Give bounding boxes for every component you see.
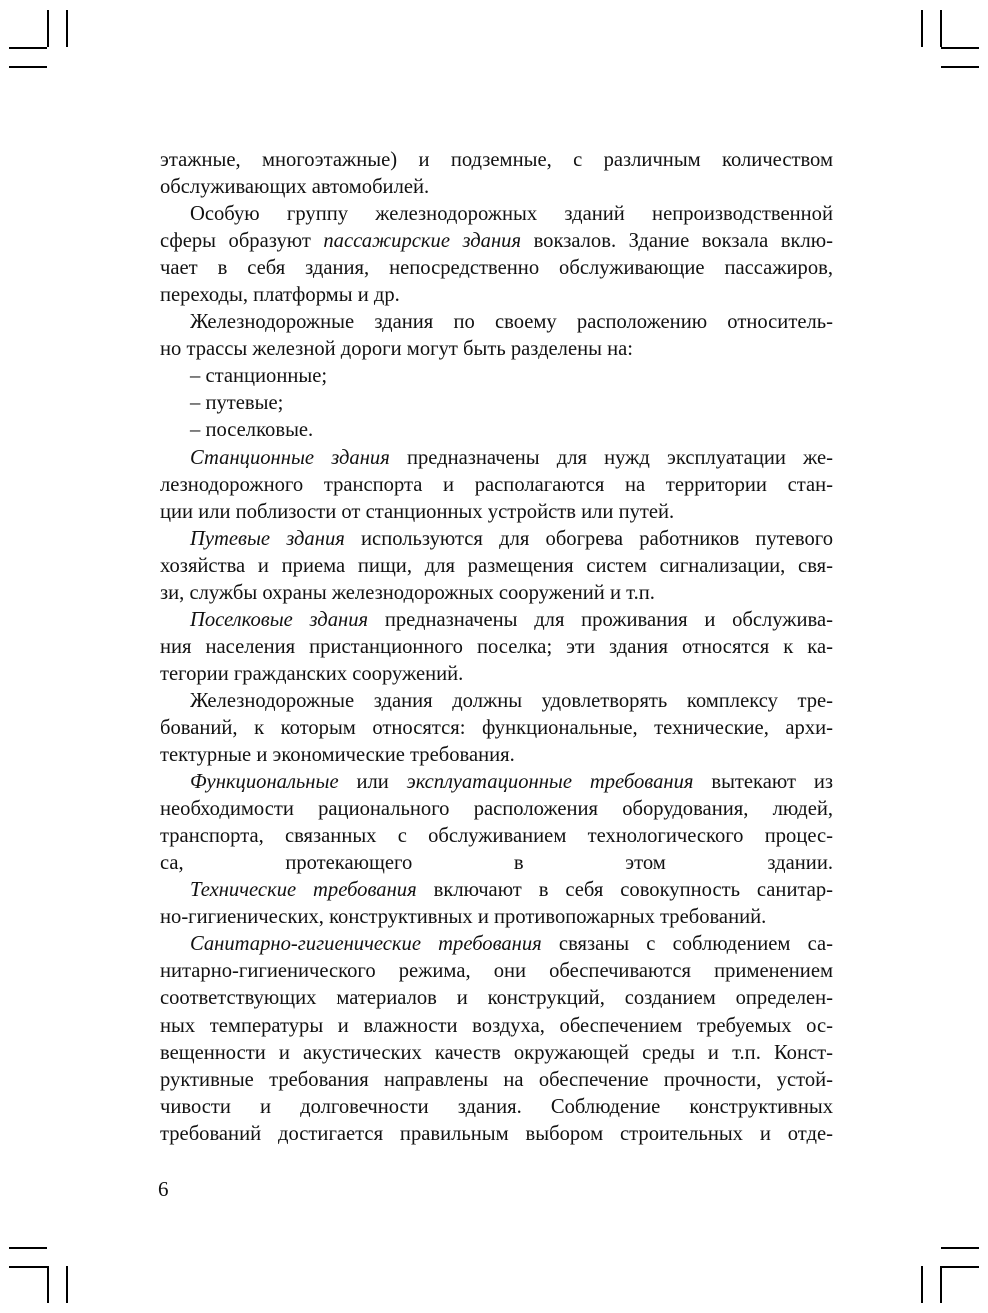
text-segment: этажные, многоэтажные) и подземные, с различным количеством: [160, 149, 833, 171]
italic-term: Путевые здания: [190, 527, 345, 550]
body-text: [160, 147, 833, 1148]
text-line: [160, 390, 833, 417]
text-segment: Особую группу железнодорожных зданий непроизводственной: [190, 203, 833, 226]
text-segment: тегории гражданских сооружений.: [160, 662, 464, 685]
italic-term: пассажирские здания: [323, 230, 522, 253]
text-segment: чивости и долговечности здания. Соблюдение конструктивных: [160, 1095, 833, 1118]
text-line: [160, 877, 833, 904]
text-line: [160, 580, 833, 607]
text-line: [160, 796, 833, 823]
text-line: [160, 147, 833, 174]
text-segment: ции или поблизости от станционных устройств или путей.: [160, 500, 675, 523]
list-item: [160, 363, 833, 390]
text-line: [160, 445, 833, 472]
text-segment: ных температуры и влажности воздуха, обеспечением требуемых ос-: [160, 1014, 833, 1037]
paragraph: [160, 931, 833, 1147]
text-segment: необходимости рационального расположения оборудования, людей,: [160, 798, 833, 821]
paragraph: [160, 526, 833, 607]
text-segment: вытекают из: [693, 771, 833, 794]
text-segment: вещенности и акустических качеств окружающей среды и т.п. Конст-: [160, 1041, 833, 1064]
text-line: [160, 1121, 833, 1148]
text-line: [160, 607, 833, 634]
text-segment: лезнодорожного транспорта и располагаются на территории стан-: [160, 473, 833, 496]
text-line: [160, 255, 833, 282]
italic-term: Функциональные: [190, 771, 339, 794]
italic-term: Технические требования: [190, 879, 417, 902]
list-item: [160, 390, 833, 417]
italic-term: Санитарно-гигиенические требования: [190, 933, 542, 956]
text-line: [160, 417, 833, 444]
paragraph: [160, 877, 833, 931]
paragraph: [160, 147, 833, 201]
text-line: [160, 742, 833, 769]
text-line: [160, 1067, 833, 1094]
text-line: [160, 363, 833, 390]
text-line: [160, 688, 833, 715]
text-segment: хозяйства и приема пищи, для размещения систем сигнализации, свя-: [160, 554, 833, 577]
text-segment: связаны с соблюдением са-: [541, 933, 833, 956]
text-line: [160, 174, 833, 201]
text-segment: но трассы железной дороги могут быть разделены на:: [160, 338, 633, 361]
text-segment: – путевые;: [190, 392, 284, 415]
paragraph: [160, 309, 833, 363]
text-segment: зи, службы охраны железнодорожных сооружений и т.п.: [160, 581, 655, 604]
text-segment: – поселковые.: [190, 419, 314, 442]
text-line: [160, 228, 833, 255]
text-line: [160, 823, 833, 850]
text-segment: или: [338, 771, 407, 794]
text-segment: используются для обогрева работников путевого: [344, 527, 833, 550]
text-segment: предназначены для проживания и обслужива-: [368, 608, 833, 631]
text-line: [160, 850, 833, 877]
paragraph: [160, 607, 833, 688]
paragraph: [160, 688, 833, 769]
text-line: [160, 661, 833, 688]
text-segment: тектурные и экономические требования.: [160, 744, 515, 767]
text-line: [160, 1040, 833, 1067]
italic-term: эксплуатационные требования: [406, 771, 694, 794]
text-line: [160, 499, 833, 526]
text-segment: включают в себя совокупность санитар-: [416, 879, 833, 902]
text-line: [160, 282, 833, 309]
paragraph: [160, 769, 833, 877]
text-segment: нитарно-гигиенического режима, они обеспечиваются применением: [160, 960, 833, 983]
page-number: 6: [158, 1177, 169, 1201]
text-line: [160, 309, 833, 336]
text-segment: руктивные требования направлены на обеспечение прочности, устой-: [160, 1068, 833, 1091]
text-segment: сферы образуют: [160, 230, 324, 253]
text-segment: Железнодорожные здания должны удовлетворять комплексу тре-: [190, 689, 833, 712]
text-line: [160, 985, 833, 1012]
text-line: [160, 1094, 833, 1121]
text-line: [160, 553, 833, 580]
text-segment: – станционные;: [190, 365, 328, 388]
italic-term: Поселковые здания: [190, 608, 369, 631]
list-item: [160, 417, 833, 444]
text-line: [160, 526, 833, 553]
text-line: [160, 201, 833, 228]
text-segment: вокзалов. Здание вокзала вклю-: [521, 230, 833, 253]
text-line: [160, 904, 833, 931]
text-segment: транспорта, связанных с обслуживанием технологического процес-: [160, 825, 833, 848]
text-segment: чает в себя здания, непосредственно обслуживающие пассажиров,: [160, 257, 833, 280]
text-line: [160, 931, 833, 958]
italic-term: Станционные здания: [190, 446, 390, 469]
text-line: [160, 336, 833, 363]
text-segment: требований достигается правильным выбором строительных и отде-: [160, 1122, 833, 1145]
paragraph: [160, 445, 833, 526]
text-segment: обслуживающих автомобилей.: [160, 176, 430, 199]
paragraph: [160, 201, 833, 309]
text-line: [160, 958, 833, 985]
text-line: [160, 715, 833, 742]
text-segment: Железнодорожные здания по своему расположению относитель-: [190, 311, 833, 334]
text-segment: ния населения пристанционного поселка; эти здания относятся к ка-: [160, 635, 833, 658]
text-line: [160, 769, 833, 796]
text-segment: но-гигиенических, конструктивных и противопожарных требований.: [160, 906, 767, 929]
text-segment: предназначены для нужд эксплуатации же-: [389, 446, 833, 469]
text-segment: соответствующих материалов и конструкций, созданием определен-: [160, 987, 833, 1010]
text-segment: переходы, платформы и др.: [160, 284, 400, 307]
text-line: [160, 472, 833, 499]
text-line: [160, 634, 833, 661]
text-segment: бований, к которым относятся: функциональные, технические, архи-: [160, 716, 833, 739]
text-segment: са, протекающего в этом здании.: [160, 852, 833, 875]
text-line: [160, 1013, 833, 1040]
